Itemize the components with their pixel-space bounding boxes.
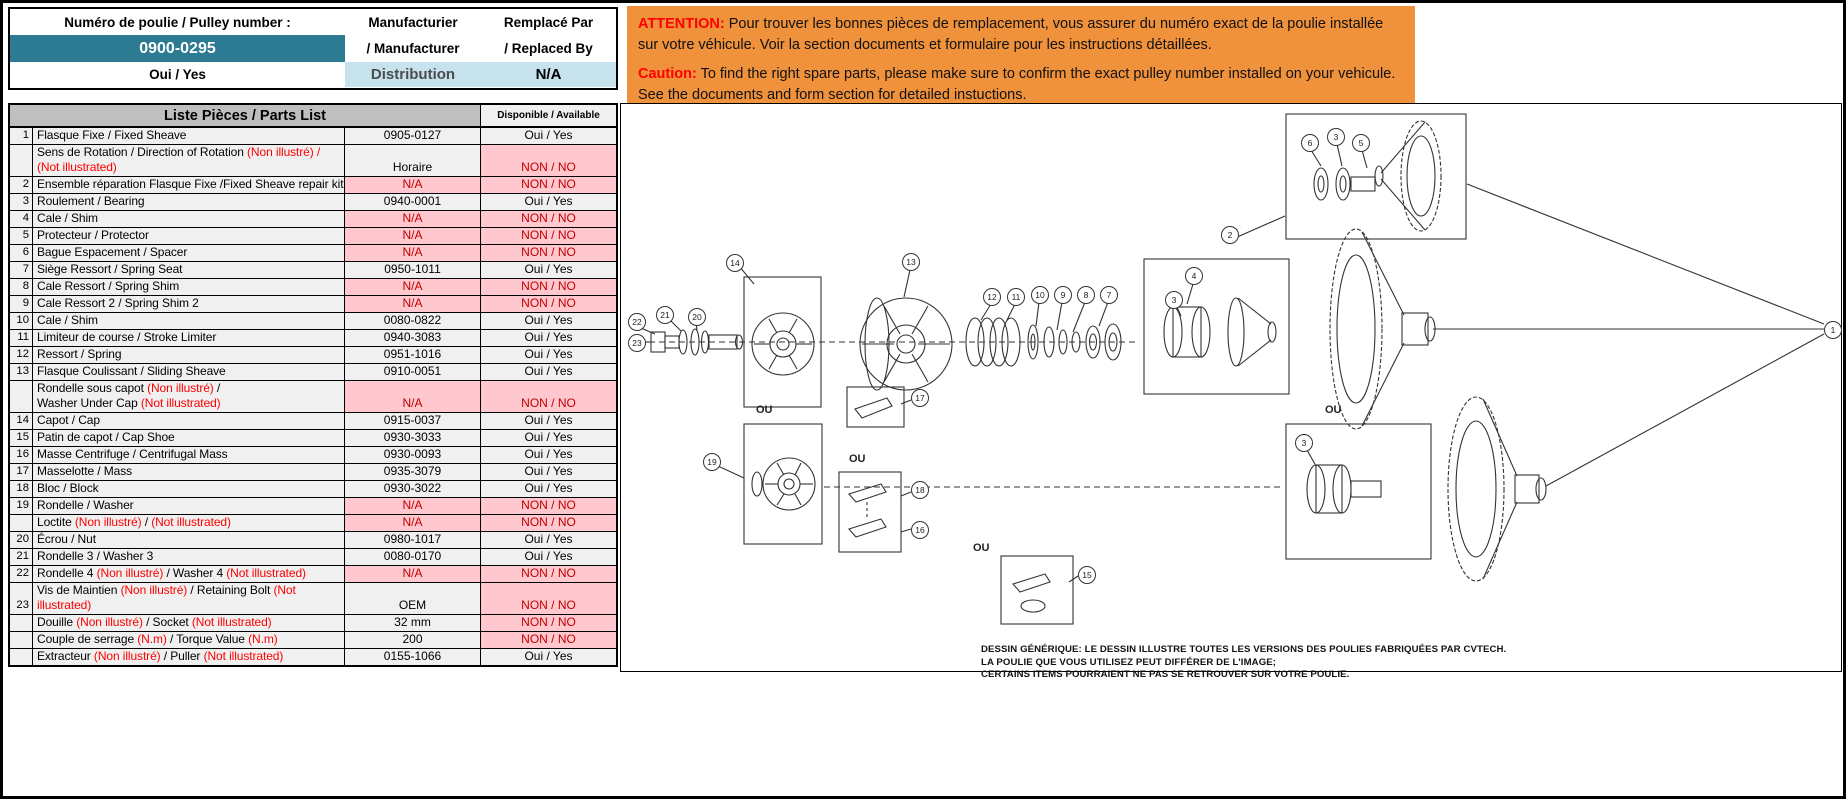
diagram-note-line1: DESSIN GÉNÉRIQUE: LE DESSIN ILLUSTRE TOUTES LES VERSIONS DES POULIES FABRIQUÉES PAR CVTECH. [981, 644, 1507, 655]
table-row [10, 549, 616, 566]
description-line: Cale / Shim [37, 211, 98, 225]
row-number [10, 381, 33, 412]
row-number: 20 [10, 532, 33, 548]
part-number: 0910-0051 [345, 364, 481, 380]
description-line: Masselotte / Mass [37, 464, 132, 478]
part-description [33, 211, 345, 227]
table-row [10, 211, 616, 228]
diagram-callout-5: 5 [1352, 134, 1370, 152]
description-line: Roulement / Bearing [37, 194, 145, 208]
available-column-header: Disponible / Available [481, 105, 616, 126]
part-number: 0980-1017 [345, 532, 481, 548]
description-line: Rondelle 3 / Washer 3 [37, 549, 154, 563]
diagram-callout-1: 1 [1824, 321, 1842, 339]
pulley-available-value: Oui / Yes [149, 67, 206, 82]
row-number [10, 632, 33, 648]
attention-text: Pour trouver les bonnes pièces de remplacement, vous assurer du numéro exact de la poulie installée sur votre véhicule. Voir la section documents et formulaire pour les instructions détaillées. [638, 16, 1384, 53]
description-line: Bloc / Block [37, 481, 99, 495]
availability: NON / NO [481, 245, 616, 261]
part-number: 0940-3083 [345, 330, 481, 346]
or-label: OU [973, 542, 990, 554]
attention-label: ATTENTION: [638, 16, 725, 32]
availability: Oui / Yes [524, 413, 573, 427]
diagram-callout-20: 20 [688, 308, 706, 326]
caution-paragraph [638, 64, 1404, 106]
part-number: Horaire [345, 145, 481, 176]
table-row [10, 330, 616, 347]
row-number: 3 [10, 194, 33, 210]
part-number: OEM [345, 583, 481, 614]
description-line: Patin de capot / Cap Shoe [37, 430, 175, 444]
part-number: 32 mm [345, 615, 481, 631]
part-description [33, 296, 345, 312]
table-row [10, 413, 616, 430]
availability: Oui / Yes [524, 364, 573, 378]
table-row [10, 566, 616, 583]
or-label: OU [756, 404, 773, 416]
part-description [33, 549, 345, 565]
diagram-callout-2: 2 [1221, 226, 1239, 244]
description-line: (Not illustrated) [37, 160, 117, 174]
table-row [10, 615, 616, 632]
row-number [10, 615, 33, 631]
diagram-callout-3: 3 [1165, 291, 1183, 309]
part-description [33, 615, 345, 631]
description-line: Sens de Rotation / Direction of Rotation (Non illustré) / [37, 145, 321, 159]
row-number: 13 [10, 364, 33, 380]
part-number: N/A [345, 515, 481, 531]
availability: NON / NO [481, 632, 616, 648]
description-line: Douille (Non illustré) / Socket (Not illustrated) [37, 615, 272, 629]
part-number: N/A [345, 211, 481, 227]
attention-paragraph [638, 14, 1404, 56]
part-description [33, 128, 345, 144]
description-line: Rondelle sous capot (Non illustré) / [37, 381, 221, 395]
table-row [10, 583, 616, 615]
table-row [10, 481, 616, 498]
description-line: Siège Ressort / Spring Seat [37, 262, 183, 276]
table-row [10, 245, 616, 262]
manufacturer-label-line1: Manufacturier [368, 14, 458, 30]
pulley-number-label: Numéro de poulie / Pulley number : [64, 14, 291, 30]
availability: Oui / Yes [524, 549, 573, 563]
availability: NON / NO [481, 211, 616, 227]
part-description [33, 313, 345, 329]
part-description [33, 532, 345, 548]
row-number: 16 [10, 447, 33, 463]
table-row [10, 381, 616, 413]
diagram-callout-9: 9 [1054, 286, 1072, 304]
or-label: OU [1325, 404, 1342, 416]
exploded-diagram-art [621, 104, 1841, 671]
availability: NON / NO [481, 566, 616, 582]
availability: Oui / Yes [524, 313, 573, 327]
row-number: 23 [10, 583, 33, 614]
description-line: Ensemble réparation Flasque Fixe /Fixed Sheave repair kit [37, 177, 344, 191]
part-description [33, 347, 345, 363]
description-line: Masse Centrifuge / Centrifugal Mass [37, 447, 228, 461]
diagram-callout-19: 19 [703, 453, 721, 471]
pulley-number-value: 0900-0295 [10, 35, 345, 62]
description-line: Cale / Shim [37, 313, 98, 327]
part-description [33, 228, 345, 244]
row-number: 10 [10, 313, 33, 329]
replaced-by-label-line2: / Replaced By [504, 41, 593, 56]
diagram-callout-12: 12 [983, 288, 1001, 306]
table-row [10, 649, 616, 665]
part-description [33, 566, 345, 582]
row-number: 18 [10, 481, 33, 497]
availability: Oui / Yes [524, 128, 573, 142]
availability: Oui / Yes [524, 194, 573, 208]
part-number: N/A [345, 498, 481, 514]
part-number: 0155-1066 [345, 649, 481, 665]
availability: Oui / Yes [524, 649, 573, 663]
row-number: 11 [10, 330, 33, 346]
description-line: Bague Espacement / Spacer [37, 245, 188, 259]
pulley-exploded-diagram [620, 103, 1842, 680]
part-number: 0930-3022 [345, 481, 481, 497]
part-number: 0930-3033 [345, 430, 481, 446]
diagram-callout-14: 14 [726, 254, 744, 272]
table-row [10, 296, 616, 313]
pulley-header-table [8, 7, 618, 90]
availability: NON / NO [481, 583, 616, 614]
row-number: 9 [10, 296, 33, 312]
description-line: Flasque Fixe / Fixed Sheave [37, 128, 187, 142]
row-number: 4 [10, 211, 33, 227]
row-number: 6 [10, 245, 33, 261]
diagram-callout-23: 23 [628, 334, 646, 352]
table-row [10, 128, 616, 145]
row-number: 1 [10, 128, 33, 144]
diagram-callout-10: 10 [1031, 286, 1049, 304]
part-description [33, 515, 345, 531]
description-line: Protecteur / Protector [37, 228, 149, 242]
table-row [10, 532, 616, 549]
availability: Oui / Yes [524, 430, 573, 444]
row-number: 8 [10, 279, 33, 295]
part-description [33, 583, 345, 614]
row-number: 22 [10, 566, 33, 582]
row-number: 21 [10, 549, 33, 565]
part-description [33, 632, 345, 648]
part-description [33, 447, 345, 463]
table-row [10, 498, 616, 515]
diagram-callout-3: 3 [1295, 434, 1313, 452]
row-number [10, 145, 33, 176]
parts-list-table [8, 103, 618, 667]
description-line: Flasque Coulissant / Sliding Sheave [37, 364, 226, 378]
row-number: 7 [10, 262, 33, 278]
table-row [10, 145, 616, 177]
diagram-callout-3: 3 [1327, 128, 1345, 146]
table-row [10, 447, 616, 464]
part-description [33, 279, 345, 295]
parts-list-header [10, 105, 616, 128]
description-line: Capot / Cap [37, 413, 100, 427]
part-number: N/A [345, 228, 481, 244]
part-number: 200 [345, 632, 481, 648]
availability: NON / NO [481, 279, 616, 295]
diagram-note-line3: CERTAINS ITEMS POURRAIENT NE PAS SE RETROUVER SUR VOTRE POULIE. [981, 669, 1350, 680]
part-description [33, 481, 345, 497]
parts-list-rows [10, 128, 616, 665]
replaced-by-value: N/A [481, 62, 616, 87]
diagram-callout-16: 16 [911, 521, 929, 539]
table-row [10, 177, 616, 194]
description-line: Couple de serrage (N.m) / Torque Value (N.m) [37, 632, 278, 646]
or-label: OU [849, 453, 866, 465]
part-description [33, 145, 345, 176]
table-row [10, 262, 616, 279]
part-description [33, 498, 345, 514]
caution-label: Caution: [638, 66, 697, 82]
description-line: illustrated) [37, 598, 92, 612]
availability: NON / NO [481, 615, 616, 631]
part-number: N/A [345, 381, 481, 412]
part-number: 0950-1011 [345, 262, 481, 278]
diagram-callout-18: 18 [911, 481, 929, 499]
diagram-callout-17: 17 [911, 389, 929, 407]
description-line: Washer Under Cap (Not illustrated) [37, 396, 221, 410]
table-row [10, 364, 616, 381]
part-description [33, 364, 345, 380]
availability: Oui / Yes [524, 262, 573, 276]
availability: NON / NO [481, 228, 616, 244]
table-row [10, 228, 616, 245]
availability: NON / NO [481, 498, 616, 514]
attention-notice [627, 6, 1415, 105]
diagram-callout-6: 6 [1301, 134, 1319, 152]
description-line: Loctite (Non illustré) / (Not illustrated) [37, 515, 231, 529]
table-row [10, 194, 616, 211]
part-number: N/A [345, 279, 481, 295]
part-description [33, 262, 345, 278]
table-row [10, 464, 616, 481]
part-number: 0915-0037 [345, 413, 481, 429]
diagram-callout-15: 15 [1078, 566, 1096, 584]
parts-list-title: Liste Pièces / Parts List [10, 105, 481, 126]
description-line: Vis de Maintien (Non illustré) / Retaining Bolt (Not [37, 583, 296, 597]
part-description [33, 430, 345, 446]
diagram-callout-13: 13 [902, 253, 920, 271]
diagram-callout-11: 11 [1007, 288, 1025, 306]
part-number: 0935-3079 [345, 464, 481, 480]
part-description [33, 381, 345, 412]
availability: Oui / Yes [524, 447, 573, 461]
availability: Oui / Yes [524, 464, 573, 478]
part-number: N/A [345, 245, 481, 261]
table-row [10, 279, 616, 296]
part-number: 0905-0127 [345, 128, 481, 144]
part-description [33, 413, 345, 429]
part-description [33, 464, 345, 480]
description-line: Rondelle / Washer [37, 498, 134, 512]
description-line: Cale Ressort 2 / Spring Shim 2 [37, 296, 199, 310]
part-number: N/A [345, 177, 481, 193]
row-number: 15 [10, 430, 33, 446]
manufacturer-value: Distribution [345, 62, 481, 87]
manufacturer-label-line2: / Manufacturer [366, 41, 460, 56]
table-row [10, 515, 616, 532]
diagram-callout-4: 4 [1185, 267, 1203, 285]
diagram-callout-22: 22 [628, 313, 646, 331]
availability: NON / NO [481, 381, 616, 412]
description-line: Extracteur (Non illustré) / Puller (Not illustrated) [37, 649, 284, 663]
availability: NON / NO [481, 515, 616, 531]
replaced-by-label-line1: Remplacé Par [503, 14, 594, 30]
row-number [10, 649, 33, 665]
table-row [10, 347, 616, 364]
row-number: 5 [10, 228, 33, 244]
availability: Oui / Yes [524, 532, 573, 546]
availability: NON / NO [481, 177, 616, 193]
part-number: 0930-0093 [345, 447, 481, 463]
row-number: 12 [10, 347, 33, 363]
table-row [10, 430, 616, 447]
part-description [33, 177, 345, 193]
description-line: Ressort / Spring [37, 347, 122, 361]
diagram-note-line2: LA POULIE QUE VOUS UTILISEZ PEUT DIFFÉRER DE L'IMAGE; [981, 656, 1277, 668]
table-row [10, 632, 616, 649]
part-description [33, 649, 345, 665]
row-number: 17 [10, 464, 33, 480]
availability: NON / NO [481, 296, 616, 312]
description-line: Rondelle 4 (Non illustré) / Washer 4 (Not illustrated) [37, 566, 306, 580]
diagram-callout-21: 21 [656, 306, 674, 324]
description-line: Limiteur de course / Stroke Limiter [37, 330, 217, 344]
part-description [33, 245, 345, 261]
part-number: 0080-0822 [345, 313, 481, 329]
caution-text: To find the right spare parts, please make sure to confirm the exact pulley number installed on your vehicule. See the documents and form section for detailed instuctions. [638, 66, 1396, 103]
diagram-generic-note [981, 644, 1541, 682]
part-number: 0940-0001 [345, 194, 481, 210]
row-number: 14 [10, 413, 33, 429]
part-description [33, 194, 345, 210]
diagram-callout-7: 7 [1100, 286, 1118, 304]
row-number: 2 [10, 177, 33, 193]
part-number: 0951-1016 [345, 347, 481, 363]
availability: Oui / Yes [524, 481, 573, 495]
row-number [10, 515, 33, 531]
row-number: 19 [10, 498, 33, 514]
diagram-callout-8: 8 [1077, 286, 1095, 304]
availability: Oui / Yes [524, 347, 573, 361]
description-line: Cale Ressort / Spring Shim [37, 279, 180, 293]
description-line: Écrou / Nut [37, 532, 96, 546]
part-description [33, 330, 345, 346]
part-number: 0080-0170 [345, 549, 481, 565]
availability: Oui / Yes [524, 330, 573, 344]
part-number: N/A [345, 566, 481, 582]
part-number: N/A [345, 296, 481, 312]
availability: NON / NO [481, 145, 616, 176]
table-row [10, 313, 616, 330]
